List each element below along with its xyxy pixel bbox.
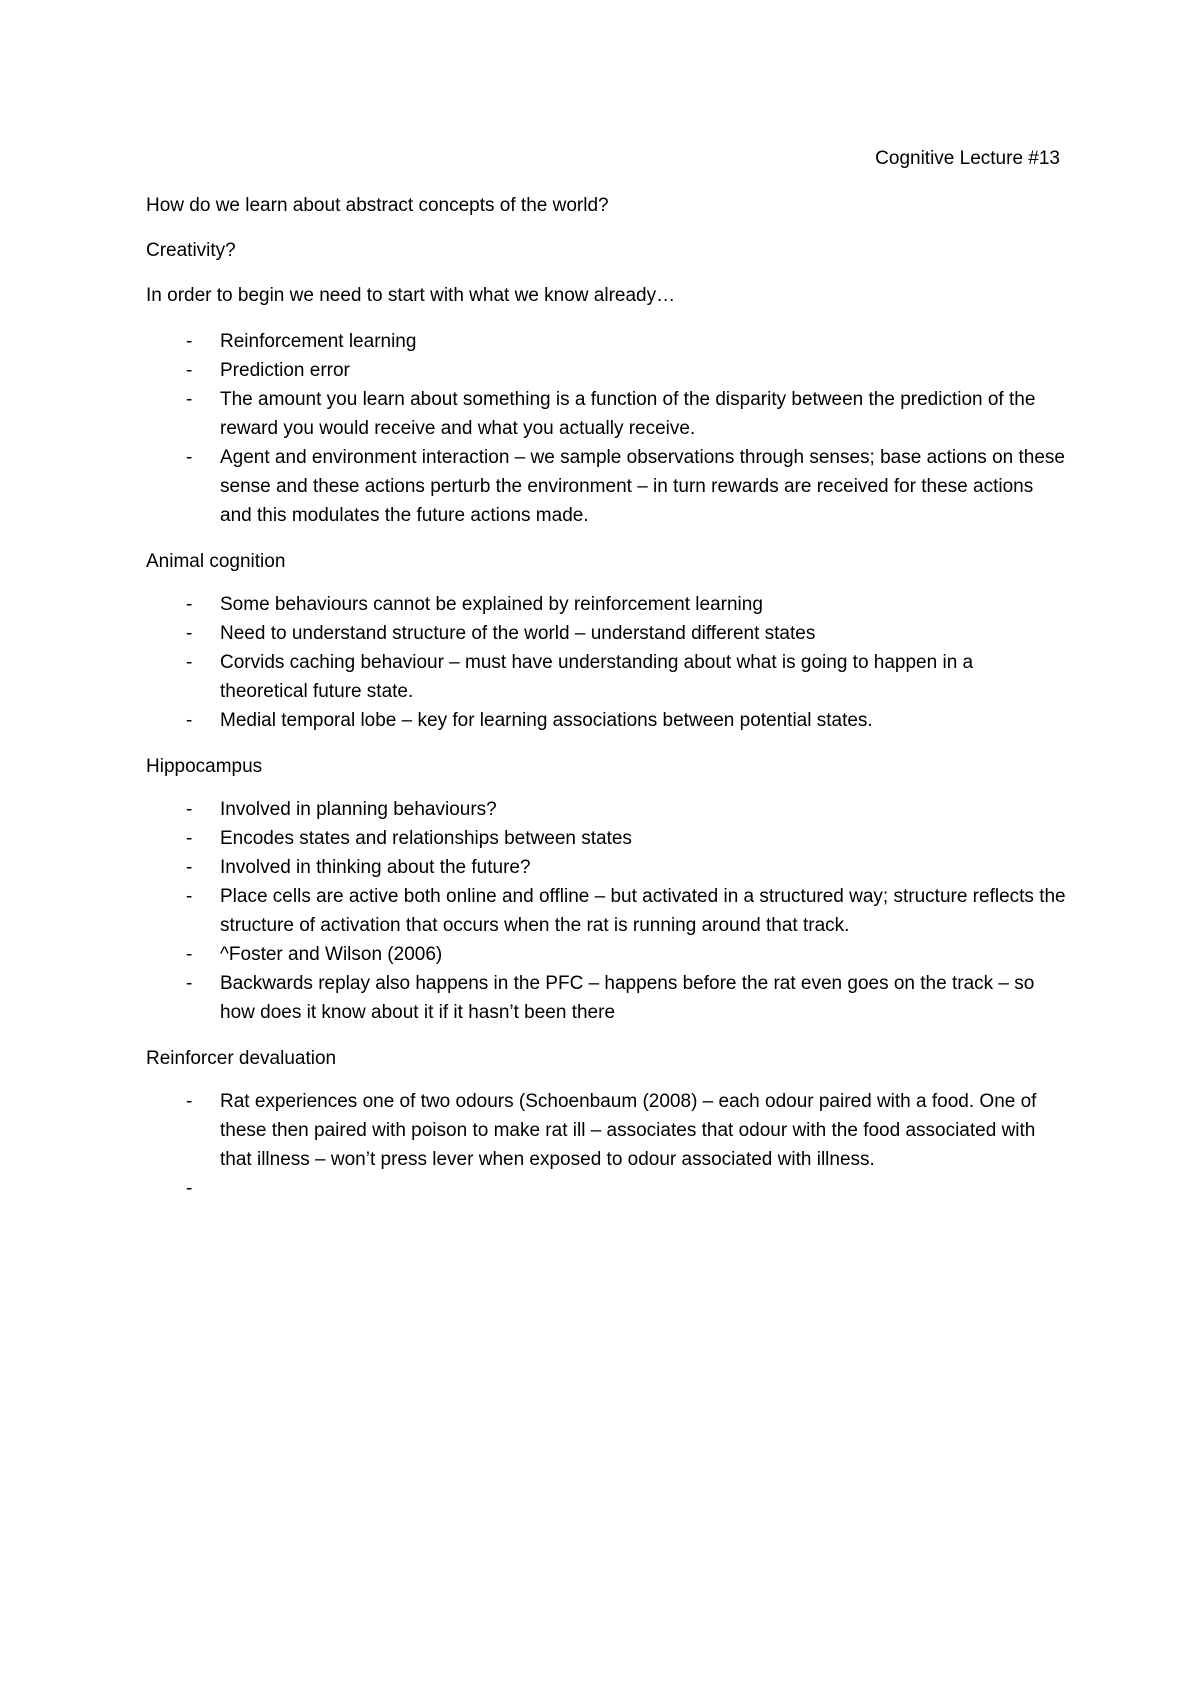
- document-title: Cognitive Lecture #13: [875, 148, 1060, 169]
- list-item: [146, 853, 1066, 882]
- section-heading-hippocampus: Hippocampus: [146, 756, 263, 777]
- bullet-text: [220, 1174, 1066, 1203]
- list-item: [146, 795, 1066, 824]
- section-heading-animal-cognition: Animal cognition: [146, 551, 286, 572]
- document-body: [146, 192, 1066, 1221]
- bullet-dash: -: [186, 973, 193, 994]
- bullet-dash: -: [186, 331, 193, 352]
- list-item: [146, 940, 1066, 969]
- bullet-dash: -: [186, 1178, 193, 1199]
- bullet-dash: -: [186, 447, 193, 468]
- bullet-text: Prediction error: [220, 360, 350, 381]
- bullet-dash: -: [186, 389, 193, 410]
- bullet-text: Encodes states and relationships between states: [220, 828, 632, 849]
- list-item: [146, 882, 1066, 940]
- list-item: [146, 706, 1066, 735]
- animal-cognition-bullet-list: [146, 590, 1066, 735]
- bullet-text: The amount you learn about something is a function of the disparity between the prediction of the reward you would receive and what you actually receive.: [220, 389, 1036, 439]
- bullet-text: Agent and environment interaction – we sample observations through senses; base actions on these sense and these actions perturb the environment – in turn rewards are received for these actions and this modulates the future actions made.: [220, 447, 1065, 526]
- list-item: [146, 327, 1066, 356]
- bullet-text: ^Foster and Wilson (2006): [220, 944, 443, 965]
- section-heading-reinforcer-devaluation: Reinforcer devaluation: [146, 1048, 337, 1069]
- list-item: [146, 590, 1066, 619]
- intro-bullet-list: [146, 327, 1066, 530]
- list-item: [146, 969, 1066, 1027]
- bullet-dash: -: [186, 652, 193, 673]
- bullet-dash: -: [186, 857, 193, 878]
- bullet-text: Involved in thinking about the future?: [220, 857, 531, 878]
- reinforcer-devaluation-bullet-list: [146, 1087, 1066, 1203]
- list-item: [146, 385, 1066, 443]
- bullet-dash: -: [186, 799, 193, 820]
- bullet-dash: -: [186, 886, 193, 907]
- list-item: [146, 1174, 1066, 1203]
- list-item: [146, 824, 1066, 853]
- list-item: [146, 1087, 1066, 1174]
- hippocampus-bullet-list: [146, 795, 1066, 1027]
- bullet-dash: -: [186, 360, 193, 381]
- bullet-dash: -: [186, 828, 193, 849]
- intro-creativity: Creativity?: [146, 240, 236, 261]
- bullet-dash: -: [186, 623, 193, 644]
- bullet-text: Rat experiences one of two odours (Schoenbaum (2008) – each odour paired with a food. One of these then paired with poison to make rat ill – associates that odour with the food associated with that illness – won’t press lever when exposed to odour associated with illness.: [220, 1091, 1037, 1170]
- bullet-text: Place cells are active both online and offline – but activated in a structured way; structure reflects the structure of activation that occurs when the rat is running around that track.: [220, 886, 1066, 936]
- bullet-text: Reinforcement learning: [220, 331, 417, 352]
- list-item: [146, 356, 1066, 385]
- bullet-dash: -: [186, 594, 193, 615]
- bullet-dash: -: [186, 710, 193, 731]
- bullet-text: Need to understand structure of the world – understand different states: [220, 623, 816, 644]
- list-item: [146, 648, 1066, 706]
- bullet-dash: -: [186, 944, 193, 965]
- bullet-text: Corvids caching behaviour – must have understanding about what is going to happen in a theoretical future state.: [220, 652, 974, 702]
- intro-question: How do we learn about abstract concepts of the world?: [146, 195, 609, 216]
- bullet-text: Backwards replay also happens in the PFC – happens before the rat even goes on the track – so how does it know about it if it hasn’t been there: [220, 973, 1035, 1023]
- bullet-text: Some behaviours cannot be explained by reinforcement learning: [220, 594, 763, 615]
- bullet-text: Involved in planning behaviours?: [220, 799, 497, 820]
- intro-statement: In order to begin we need to start with what we know already…: [146, 285, 676, 306]
- list-item: [146, 619, 1066, 648]
- list-item: [146, 443, 1066, 530]
- bullet-text: Medial temporal lobe – key for learning associations between potential states.: [220, 710, 873, 731]
- bullet-dash: -: [186, 1091, 193, 1112]
